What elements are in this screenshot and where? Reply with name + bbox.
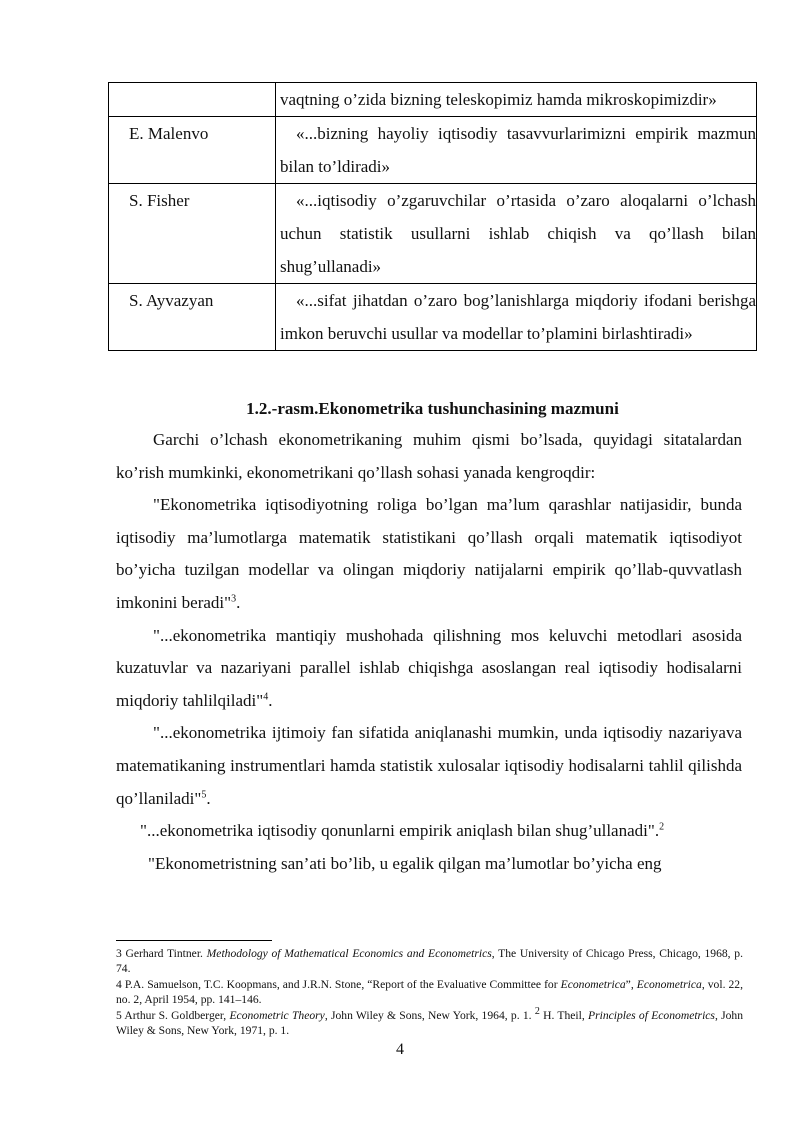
definitions-table (108, 82, 757, 351)
quote-cell (276, 184, 757, 284)
paragraph-text: "Ekonometristning san’ati bo’lib, u egalik qilgan ma’lumotlar bo’yicha eng (148, 853, 662, 873)
footnote-title: Principles of Econometrics (588, 1008, 715, 1022)
footnote-text: , John Wiley & Sons, New York, 1971, p. 1. (116, 1008, 744, 1038)
footnote-ref: 2 (659, 821, 665, 833)
footnote (116, 1005, 744, 1039)
paragraph (116, 717, 742, 815)
paragraph-text: "...ekonometrika iqtisodiy qonunlarni empirik aniqlash bilan shug’ullanadi". (140, 821, 660, 841)
quote-text: vaqtning o’zida bizning teleskopimiz hamda mikroskopimizdir» (280, 90, 717, 109)
footnote-text: 4 P.A. Samuelson, T.C. Koopmans, and J.R.N. Stone, “Report of the Evaluative Committee for (116, 977, 561, 991)
quote-cell (276, 117, 757, 184)
paragraph-text: Garchi o’lchash ekonometrikaning muhim qismi bo’lsada, quyidagi sitatalardan ko’rish mumkinki, ekonometrikani qo’llash sohasi yanada kengroqdir: (116, 430, 742, 482)
punctuation: . (236, 592, 241, 612)
author-cell: S. Fisher (109, 184, 276, 284)
punctuation: . (206, 788, 211, 808)
footnote-title: Methodology of Mathematical Economics and Econometrics (206, 947, 492, 960)
footnote (116, 977, 743, 1008)
figure-caption: 1.2.-rasm.Ekonometrika tushunchasining mazmuni (246, 399, 619, 418)
footnote-title: Econometrica (560, 977, 626, 991)
footnote (116, 946, 743, 977)
paragraph (116, 489, 742, 619)
quote-text: «...iqtisodiy o’zgaruvchilar o’rtasida o’zaro aloqalarni o’lchash uchun statistik usullarni ishlab chiqish va qo’llash bilan shug’ullanadi» (280, 191, 756, 276)
footnotes (116, 946, 743, 1038)
footnote-ref: 2 (534, 1005, 540, 1017)
footnote-separator (116, 940, 272, 941)
body-text (116, 424, 742, 880)
footnote-ref: 4 (263, 691, 269, 703)
paragraph (116, 848, 742, 881)
footnote-title: Econometrica (636, 977, 702, 991)
quote-cell (276, 83, 757, 117)
quote-text: «...sifat jihatdan o’zaro bog’lanishlarga miqdoriy ifodani berishga imkon beruvchi usullar va modellar to’plamini birlashtiradi» (280, 291, 756, 343)
table-row (109, 117, 757, 184)
footnote-title: Econometric Theory (229, 1008, 325, 1022)
paragraph-text: "...ekonometrika ijtimoiy fan sifatida aniqlanashi mumkin, unda iqtisodiy nazariyava matematikaning instrumentlari hamda statistik xulosalar iqtisodiy hodisalarni tahlil qilishda qo’llaniladi" (116, 723, 742, 808)
footnote-text: , The University of Chicago Press, Chicago, 1968, p. 74. (116, 947, 743, 976)
quote-cell (276, 284, 757, 351)
footnote-ref: 3 (231, 593, 237, 605)
paragraph-text: "Ekonometrika iqtisodiyotning roliga bo’lgan ma’lum qarashlar natijasidir, bunda iqtisodiy ma’lumotlarga matematik statistikani qo’llash orqali matematik iqtisodiyot bo’yicha tuzilgan modellar va olingan miqdoriy natijalarni empirik qo’llab-quvvatlash imkonini beradi" (116, 495, 742, 612)
table-row (109, 284, 757, 351)
author-cell (109, 83, 276, 117)
footnote-ref: 5 (201, 788, 207, 800)
footnote-text: , vol. 22, no. 2, April 1954, pp. 141–146. (116, 977, 743, 1007)
quote-text: «...bizning hayoliy iqtisodiy tasavvurlarimizni empirik mazmun bilan to’ldiradi» (280, 124, 756, 176)
paragraph (116, 815, 742, 848)
paragraph-text: "...ekonometrika mantiqiy mushohada qilishning mos keluvchi metodlari asosida kuzatuvlar va nazariyani parallel ishlab chiqishga asoslangan real iqtisodiy hodisalarni miqdoriy tahlilqiladi" (116, 625, 742, 710)
author-cell: S. Ayvazyan (109, 284, 276, 351)
author-cell: E. Malenvo (109, 117, 276, 184)
table-row (109, 83, 757, 117)
footnote-text: , John Wiley & Sons, New York, 1964, p. 1. (324, 1008, 535, 1022)
paragraph (116, 424, 742, 489)
page-number: 4 (396, 1041, 404, 1058)
footnote-text: 3 Gerhard Tintner. (116, 947, 207, 960)
footnote-text: 5 Arthur S. Goldberger, (116, 1008, 230, 1022)
table-row (109, 184, 757, 284)
footnote-text: ”, (625, 977, 637, 991)
footnote-text: H. Theil, (539, 1008, 589, 1022)
paragraph (116, 620, 742, 718)
punctuation: . (268, 690, 273, 710)
